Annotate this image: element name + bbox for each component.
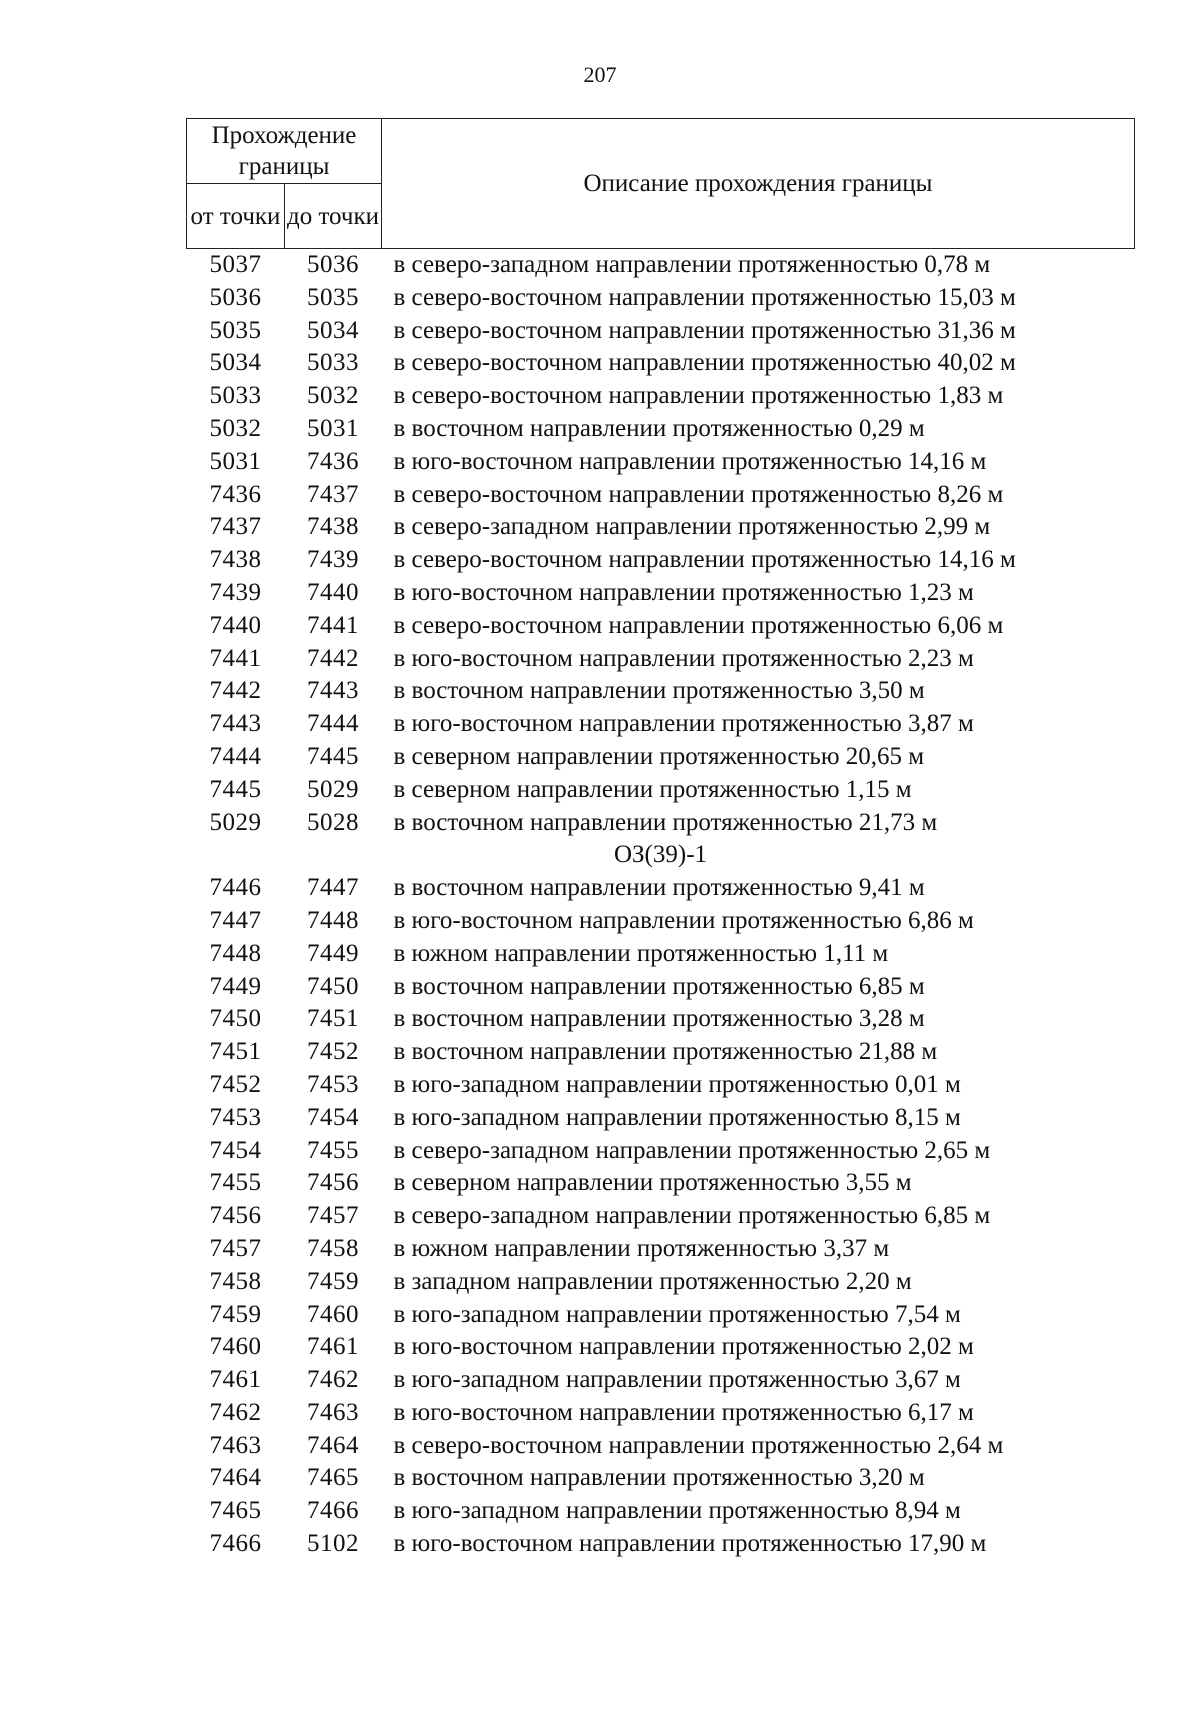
to-point-cell: 5031 bbox=[307, 414, 359, 442]
to-point-cell: 7465 bbox=[307, 1464, 359, 1492]
from-point-cell: 5031 bbox=[209, 447, 262, 475]
description-cell: в северном направлении протяженностью 1,15 м bbox=[393, 775, 912, 803]
to-point-cell: 5032 bbox=[307, 382, 359, 410]
description-cell: в юго-восточном направлении протяженностью 3,87 м bbox=[393, 710, 974, 738]
description-cell: в северо-восточном направлении протяженностью 40,02 м bbox=[393, 349, 1016, 377]
section-row bbox=[187, 839, 1135, 872]
from-point-cell: 7444 bbox=[209, 742, 262, 770]
to-point-cell: 7442 bbox=[307, 644, 359, 672]
description-cell: в южном направлении протяженностью 3,37 м bbox=[393, 1234, 890, 1262]
from-point-cell: 7459 bbox=[209, 1300, 262, 1328]
description-cell: в западном направлении протяженностью 2,20 м bbox=[393, 1267, 912, 1295]
from-point-cell: 5036 bbox=[209, 283, 262, 311]
table-row bbox=[187, 1462, 1135, 1495]
table-row bbox=[187, 315, 1135, 348]
table-row bbox=[187, 1397, 1135, 1430]
description-cell: в восточном направлении протяженностью 21,73 м bbox=[393, 808, 938, 836]
table-row bbox=[187, 577, 1135, 610]
description-cell: в северо-западном направлении протяженностью 0,78 м bbox=[393, 251, 991, 278]
from-point-cell: 5032 bbox=[209, 414, 262, 442]
to-point-cell: 7452 bbox=[307, 1038, 359, 1066]
to-point-cell: 7445 bbox=[307, 742, 359, 770]
from-point-cell: 5034 bbox=[209, 349, 262, 377]
table-row bbox=[187, 741, 1135, 774]
from-point-cell: 5035 bbox=[209, 316, 262, 344]
to-point-cell: 7437 bbox=[307, 480, 359, 508]
boundary-table bbox=[186, 118, 1135, 1561]
description-cell: в юго-восточном направлении протяженностью 2,23 м bbox=[393, 644, 974, 672]
to-point-cell: 7436 bbox=[307, 447, 359, 475]
from-point-cell: 7441 bbox=[209, 644, 262, 672]
table-row bbox=[187, 610, 1135, 643]
description-cell: в юго-восточном направлении протяженностью 17,90 м bbox=[393, 1530, 987, 1558]
from-point-cell: 5037 bbox=[209, 251, 262, 278]
section-title: ОЗ(39)-1 bbox=[613, 841, 708, 869]
to-point-cell: 7457 bbox=[307, 1202, 359, 1230]
description-cell: в юго-западном направлении протяженностью 3,67 м bbox=[393, 1366, 961, 1394]
table-row bbox=[187, 807, 1135, 840]
table-row bbox=[187, 872, 1135, 905]
table-row bbox=[187, 643, 1135, 676]
from-point-cell: 7464 bbox=[209, 1464, 262, 1492]
header-description: Описание прохождения границы bbox=[382, 119, 1135, 249]
to-point-cell: 7443 bbox=[307, 677, 359, 705]
table-row bbox=[187, 1003, 1135, 1036]
from-point-cell: 7447 bbox=[209, 906, 262, 934]
to-point-cell: 7458 bbox=[307, 1234, 359, 1262]
description-cell: в юго-западном направлении протяженностью 7,54 м bbox=[393, 1300, 961, 1328]
description-cell: в северо-западном направлении протяженностью 2,99 м bbox=[393, 513, 991, 541]
table-row bbox=[187, 971, 1135, 1004]
description-cell: в юго-восточном направлении протяженностью 2,02 м bbox=[393, 1333, 974, 1361]
description-cell: в юго-восточном направлении протяженностью 1,23 м bbox=[393, 578, 974, 606]
table-row bbox=[187, 1299, 1135, 1332]
from-point-cell: 7455 bbox=[209, 1169, 262, 1197]
table-row bbox=[187, 380, 1135, 413]
description-cell: в юго-восточном направлении протяженностью 14,16 м bbox=[393, 447, 987, 475]
description-cell: в северо-восточном направлении протяженностью 15,03 м bbox=[393, 283, 1016, 311]
table-row bbox=[187, 1167, 1135, 1200]
description-cell: в восточном направлении протяженностью 3,50 м bbox=[393, 677, 925, 705]
description-cell: в юго-западном направлении протяженностью 8,15 м bbox=[393, 1103, 961, 1131]
table-row bbox=[187, 1102, 1135, 1135]
to-point-cell: 5033 bbox=[307, 349, 359, 377]
to-point-cell: 7460 bbox=[307, 1300, 359, 1328]
from-point-cell: 7452 bbox=[209, 1070, 262, 1098]
table-row bbox=[187, 1528, 1135, 1561]
table-row bbox=[187, 1233, 1135, 1266]
description-cell: в южном направлении протяженностью 1,11 м bbox=[393, 939, 889, 967]
description-cell: в северном направлении протяженностью 20,65 м bbox=[393, 742, 925, 770]
table-row bbox=[187, 413, 1135, 446]
table-row bbox=[187, 544, 1135, 577]
to-point-cell: 7454 bbox=[307, 1103, 359, 1131]
from-point-cell: 7457 bbox=[209, 1234, 262, 1262]
table-row bbox=[187, 347, 1135, 380]
table-row bbox=[187, 511, 1135, 544]
table-body bbox=[187, 249, 1135, 1561]
to-point-cell: 7444 bbox=[307, 710, 359, 738]
from-point-cell: 7451 bbox=[209, 1038, 262, 1066]
table-row bbox=[187, 708, 1135, 741]
description-cell: в восточном направлении протяженностью 0,29 м bbox=[393, 414, 925, 442]
to-point-cell: 5035 bbox=[307, 283, 359, 311]
from-point-cell: 7436 bbox=[209, 480, 262, 508]
from-point-cell: 7454 bbox=[209, 1136, 262, 1164]
from-point-cell: 7437 bbox=[209, 513, 262, 541]
to-point-cell: 7456 bbox=[307, 1169, 359, 1197]
boundary-table-container bbox=[186, 118, 1134, 1561]
to-point-cell: 7455 bbox=[307, 1136, 359, 1164]
to-point-cell: 7466 bbox=[307, 1497, 359, 1525]
to-point-cell: 7461 bbox=[307, 1333, 359, 1361]
to-point-cell: 7462 bbox=[307, 1366, 359, 1394]
from-point-cell: 7449 bbox=[209, 972, 262, 1000]
header-to-point: до точки bbox=[285, 184, 382, 249]
description-cell: в восточном направлении протяженностью 21,88 м bbox=[393, 1038, 938, 1066]
to-point-cell: 5034 bbox=[307, 316, 359, 344]
from-point-cell: 7460 bbox=[209, 1333, 262, 1361]
description-cell: в северо-западном направлении протяженностью 6,85 м bbox=[393, 1202, 991, 1230]
from-point-cell: 5033 bbox=[209, 382, 262, 410]
table-row bbox=[187, 774, 1135, 807]
from-point-cell: 7466 bbox=[209, 1530, 262, 1558]
description-cell: в юго-западном направлении протяженностью 8,94 м bbox=[393, 1497, 961, 1525]
from-point-cell: 7462 bbox=[209, 1398, 262, 1426]
description-cell: в северо-восточном направлении протяженностью 31,36 м bbox=[393, 316, 1016, 344]
to-point-cell: 7464 bbox=[307, 1431, 359, 1459]
to-point-cell: 7441 bbox=[307, 611, 359, 639]
description-cell: в северо-восточном направлении протяженностью 8,26 м bbox=[393, 480, 1004, 508]
from-point-cell: 7450 bbox=[209, 1005, 262, 1033]
from-point-cell: 7439 bbox=[209, 578, 262, 606]
to-point-cell: 7449 bbox=[307, 939, 359, 967]
to-point-cell: 5036 bbox=[307, 251, 359, 278]
table-row bbox=[187, 1200, 1135, 1233]
from-point-cell: 7463 bbox=[209, 1431, 262, 1459]
table-row bbox=[187, 1036, 1135, 1069]
table-row bbox=[187, 938, 1135, 971]
header-from-point: от точки bbox=[187, 184, 285, 249]
from-point-cell: 7461 bbox=[209, 1366, 262, 1394]
from-point-cell: 7448 bbox=[209, 939, 262, 967]
from-point-cell: 7442 bbox=[209, 677, 262, 705]
from-point-cell: 7440 bbox=[209, 611, 262, 639]
to-point-cell: 7439 bbox=[307, 546, 359, 574]
table-row bbox=[187, 905, 1135, 938]
description-cell: в восточном направлении протяженностью 3,20 м bbox=[393, 1464, 925, 1492]
table-row bbox=[187, 1331, 1135, 1364]
table-row bbox=[187, 1364, 1135, 1397]
to-point-cell: 7451 bbox=[307, 1005, 359, 1033]
table-row bbox=[187, 675, 1135, 708]
to-point-cell: 7463 bbox=[307, 1398, 359, 1426]
from-point-cell: 7465 bbox=[209, 1497, 262, 1525]
description-cell: в северо-восточном направлении протяженностью 1,83 м bbox=[393, 382, 1004, 410]
to-point-cell: 5102 bbox=[307, 1530, 359, 1558]
table-row bbox=[187, 1069, 1135, 1102]
description-cell: в восточном направлении протяженностью 9,41 м bbox=[393, 874, 925, 902]
to-point-cell: 7440 bbox=[307, 578, 359, 606]
from-point-cell: 7443 bbox=[209, 710, 262, 738]
table-row bbox=[187, 282, 1135, 315]
header-boundary-passage: Прохождение границы bbox=[187, 119, 382, 184]
to-point-cell: 5029 bbox=[307, 775, 359, 803]
to-point-cell: 7450 bbox=[307, 972, 359, 1000]
to-point-cell: 5028 bbox=[307, 808, 359, 836]
description-cell: в юго-западном направлении протяженностью 0,01 м bbox=[393, 1070, 961, 1098]
to-point-cell: 7459 bbox=[307, 1267, 359, 1295]
from-point-cell: 7456 bbox=[209, 1202, 262, 1230]
description-cell: в юго-восточном направлении протяженностью 6,17 м bbox=[393, 1398, 974, 1426]
table-row bbox=[187, 1266, 1135, 1299]
description-cell: в северо-восточном направлении протяженностью 2,64 м bbox=[393, 1431, 1004, 1459]
from-point-cell: 7458 bbox=[209, 1267, 262, 1295]
to-point-cell: 7448 bbox=[307, 906, 359, 934]
description-cell: в северо-восточном направлении протяженностью 6,06 м bbox=[393, 611, 1004, 639]
description-cell: в юго-восточном направлении протяженностью 6,86 м bbox=[393, 906, 974, 934]
page-number: 207 bbox=[583, 62, 617, 87]
description-cell: в северном направлении протяженностью 3,55 м bbox=[393, 1169, 912, 1197]
table-row bbox=[187, 446, 1135, 479]
from-point-cell: 5029 bbox=[209, 808, 262, 836]
table-header bbox=[187, 119, 1135, 249]
description-cell: в восточном направлении протяженностью 3,28 м bbox=[393, 1005, 925, 1033]
from-point-cell: 7446 bbox=[209, 874, 262, 902]
to-point-cell: 7447 bbox=[307, 874, 359, 902]
from-point-cell: 7445 bbox=[209, 775, 262, 803]
table-row bbox=[187, 1495, 1135, 1528]
to-point-cell: 7438 bbox=[307, 513, 359, 541]
description-cell: в северо-восточном направлении протяженностью 14,16 м bbox=[393, 546, 1016, 574]
table-row bbox=[187, 1135, 1135, 1168]
description-cell: в восточном направлении протяженностью 6,85 м bbox=[393, 972, 925, 1000]
to-point-cell: 7453 bbox=[307, 1070, 359, 1098]
from-point-cell: 7438 bbox=[209, 546, 262, 574]
table-row bbox=[187, 1430, 1135, 1463]
table-row bbox=[187, 249, 1135, 282]
table-row bbox=[187, 479, 1135, 512]
from-point-cell: 7453 bbox=[209, 1103, 262, 1131]
description-cell: в северо-западном направлении протяженностью 2,65 м bbox=[393, 1136, 991, 1164]
